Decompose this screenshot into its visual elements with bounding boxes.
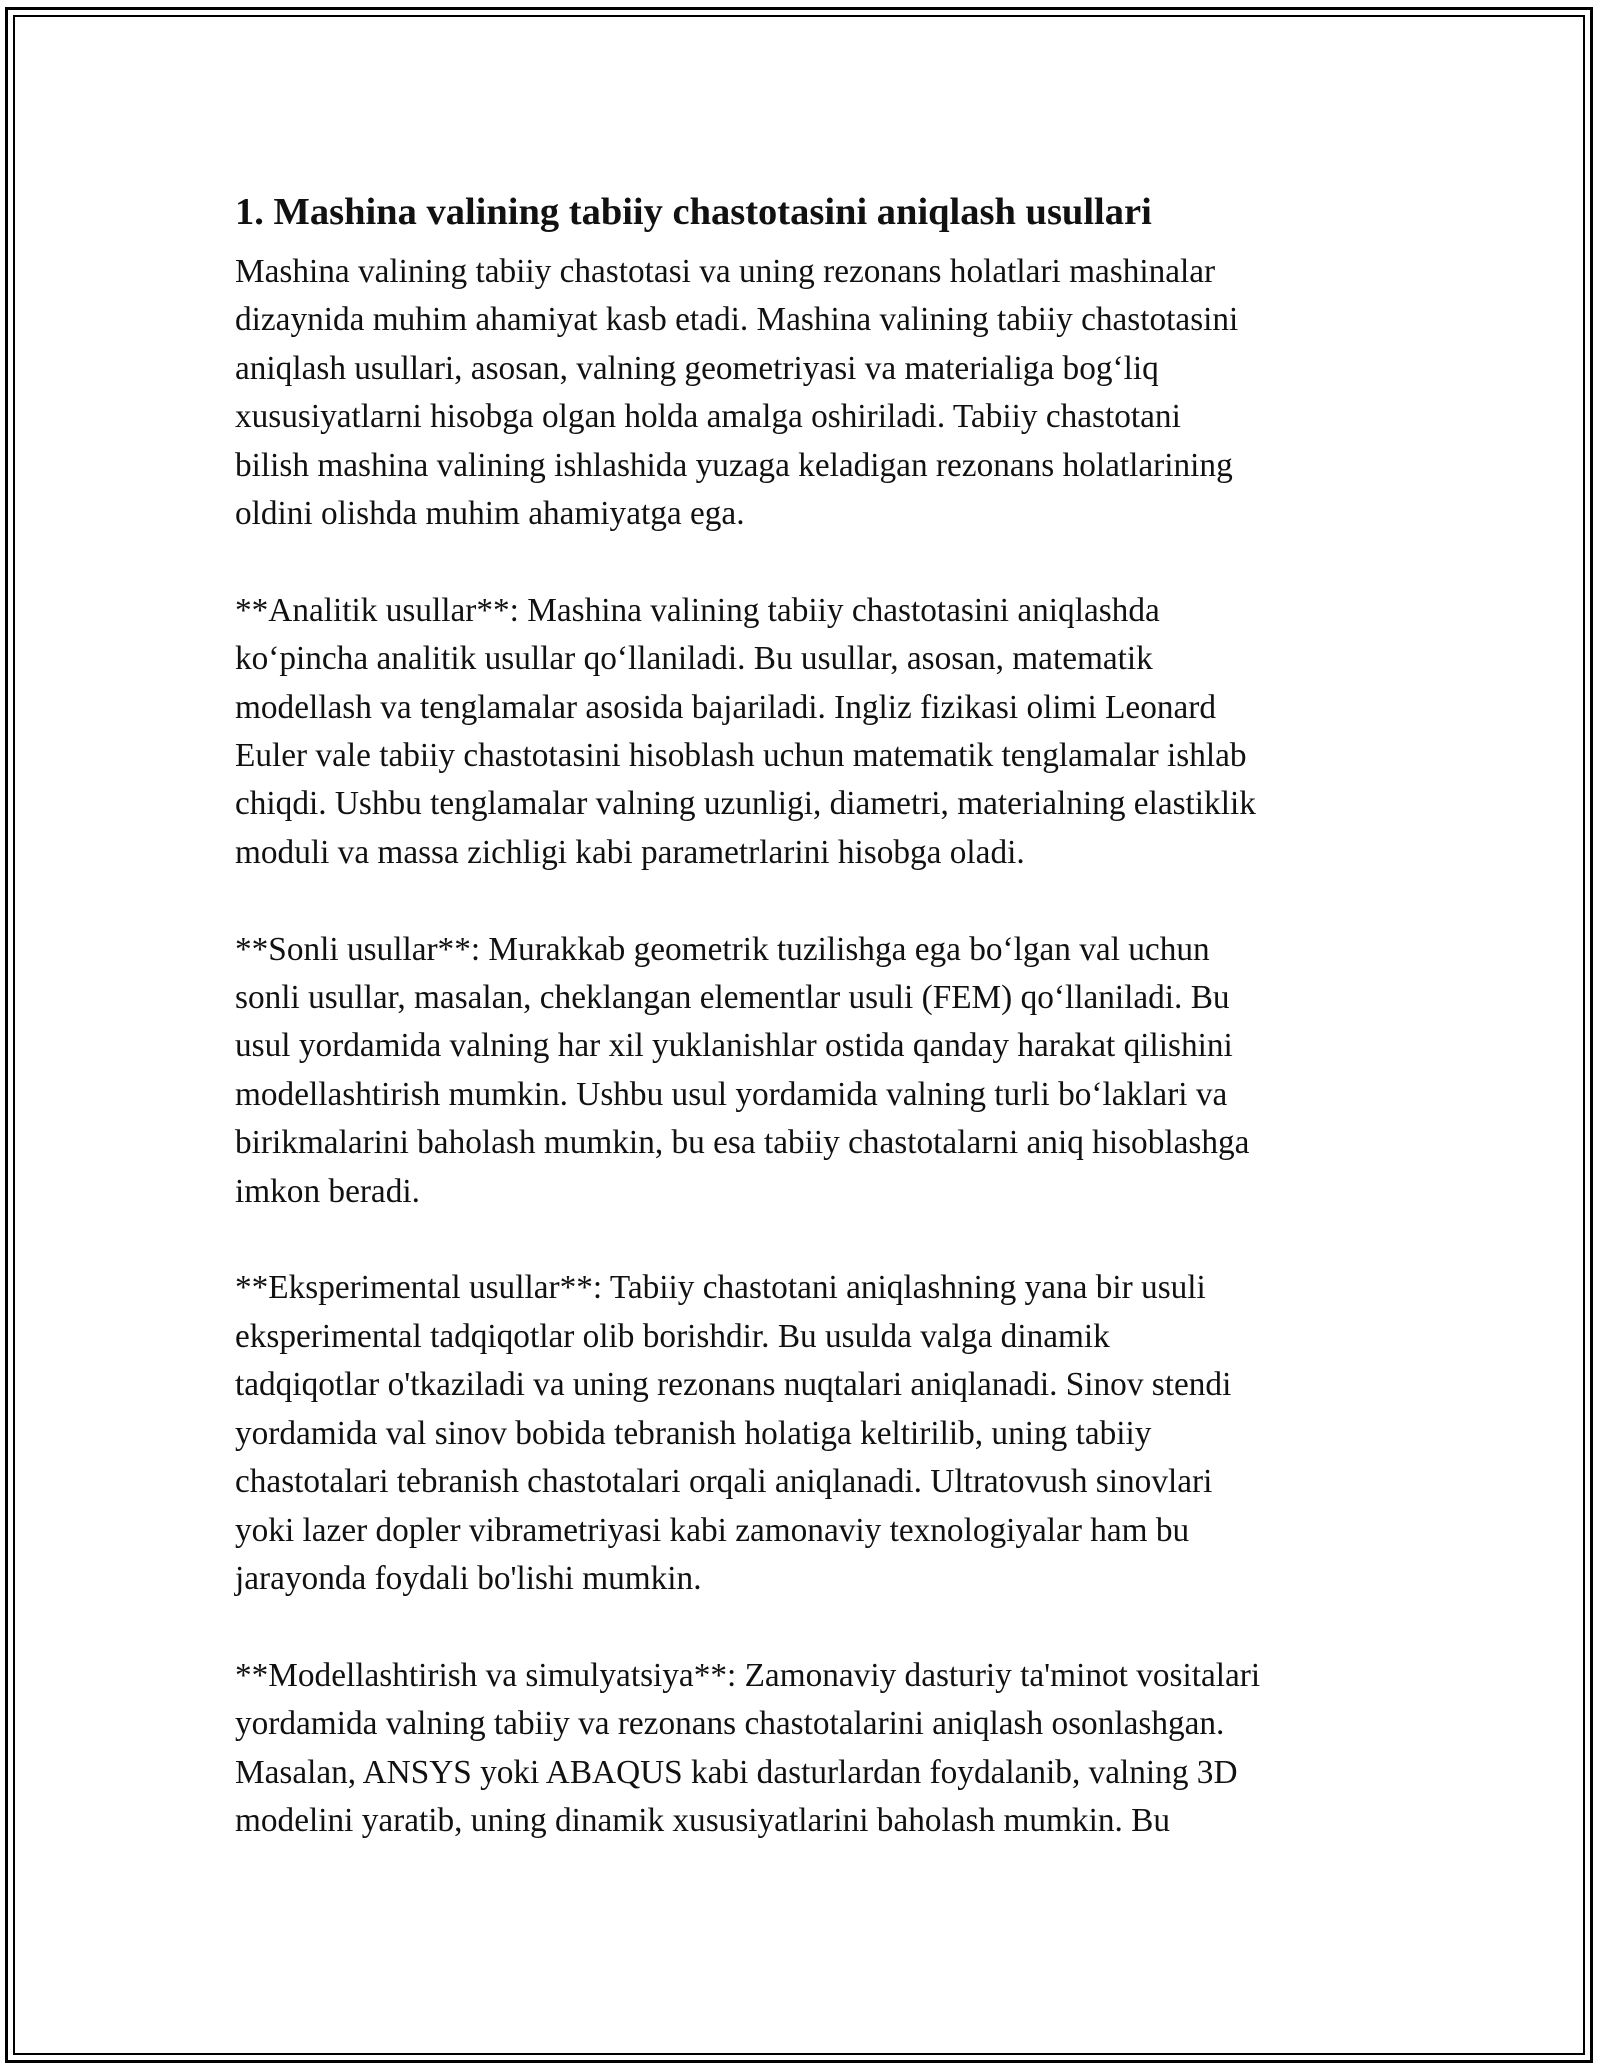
text-line: ko‘pincha analitik usullar qo‘llaniladi. Bu usullar, asosan, matematik: [235, 640, 1153, 678]
text-line: **Analitik usullar**: Mashina valining tabiiy chastotasini aniqlashda: [235, 591, 1160, 629]
text-line: imkon beradi.: [235, 1172, 420, 1210]
paragraph-numerical-methods: [235, 926, 1370, 1216]
text-line: sonli usullar, masalan, cheklangan elementlar usuli (FEM) qo‘llaniladi. Bu: [235, 979, 1230, 1017]
text-line: moduli va massa zichligi kabi parametrlarini hisobga oladi.: [235, 833, 1025, 871]
text-line: aniqlash usullari, asosan, valning geometriyasi va materialiga bog‘liq: [235, 349, 1159, 387]
text-line: usul yordamida valning har xil yuklanishlar ostida qanday harakat qilishini: [235, 1027, 1233, 1065]
document-body: [235, 184, 1370, 1894]
paragraph-modelling-simulation: [235, 1652, 1370, 1846]
text-line: modelini yaratib, uning dinamik xususiyatlarini baholash mumkin. Bu: [235, 1801, 1170, 1839]
text-line: dizaynida muhim ahamiyat kasb etadi. Mashina valining tabiiy chastotasini: [235, 301, 1239, 339]
text-line: Mashina valining tabiiy chastotasi va uning rezonans holatlari mashinalar: [235, 253, 1216, 290]
text-line: tadqiqotlar o'tkaziladi va uning rezonans nuqtalari aniqlanadi. Sinov stendi: [235, 1366, 1232, 1404]
section-heading: 1. Mashina valining tabiiy chastotasini aniqlash usullari: [235, 191, 1152, 233]
text-line: Euler vale tabiiy chastotasini hisoblash uchun matematik tenglamalar ishlab: [235, 737, 1247, 775]
paragraph-experimental-methods: [235, 1264, 1370, 1603]
text-line: modellash va tenglamalar asosida bajariladi. Ingliz fizikasi olimi Leonard: [235, 688, 1217, 726]
text-line: eksperimental tadqiqotlar olib borishdir. Bu usulda valga dinamik: [235, 1317, 1110, 1355]
text-line: bilish mashina valining ishlashida yuzaga keladigan rezonans holatlarining: [235, 446, 1233, 484]
text-line: birikmalarini baholash mumkin, bu esa tabiiy chastotalarni aniq hisoblashga: [235, 1124, 1250, 1162]
text-line: modellashtirish mumkin. Ushbu usul yordamida valning turli bo‘laklari va: [235, 1075, 1228, 1113]
paragraph-analytic-methods: [235, 587, 1370, 877]
text-line: **Modellashtirish va simulyatsiya**: Zamonaviy dasturiy ta'minot vositalari: [235, 1656, 1261, 1694]
text-line: chiqdi. Ushbu tenglamalar valning uzunligi, diametri, materialning elastiklik: [235, 785, 1256, 823]
paragraph-intro: [235, 248, 1370, 538]
text-line: chastotalari tebranish chastotalari orqali aniqlanadi. Ultratovush sinovlari: [235, 1463, 1213, 1501]
text-line: oldini olishda muhim ahamiyatga ega.: [235, 495, 745, 533]
text-line: **Eksperimental usullar**: Tabiiy chastotani aniqlashning yana bir usuli: [235, 1269, 1206, 1307]
text-line: jarayonda foydali bo'lishi mumkin.: [235, 1559, 702, 1597]
text-line: **Sonli usullar**: Murakkab geometrik tuzilishga ega bo‘lgan val uchun: [235, 930, 1210, 968]
text-line: yordamida val sinov bobida tebranish holatiga keltirilib, uning tabiiy: [235, 1414, 1152, 1452]
text-line: Masalan, ANSYS yoki ABAQUS kabi dasturlardan foydalanib, valning 3D: [235, 1753, 1238, 1791]
text-line: xususiyatlarni hisobga olgan holda amalga oshiriladi. Tabiiy chastotani: [235, 398, 1181, 436]
text-line: yoki lazer dopler vibrametriyasi kabi zamonaviy texnologiyalar ham bu: [235, 1511, 1190, 1549]
text-line: yordamida valning tabiiy va rezonans chastotalarini aniqlash osonlashgan.: [235, 1705, 1225, 1743]
